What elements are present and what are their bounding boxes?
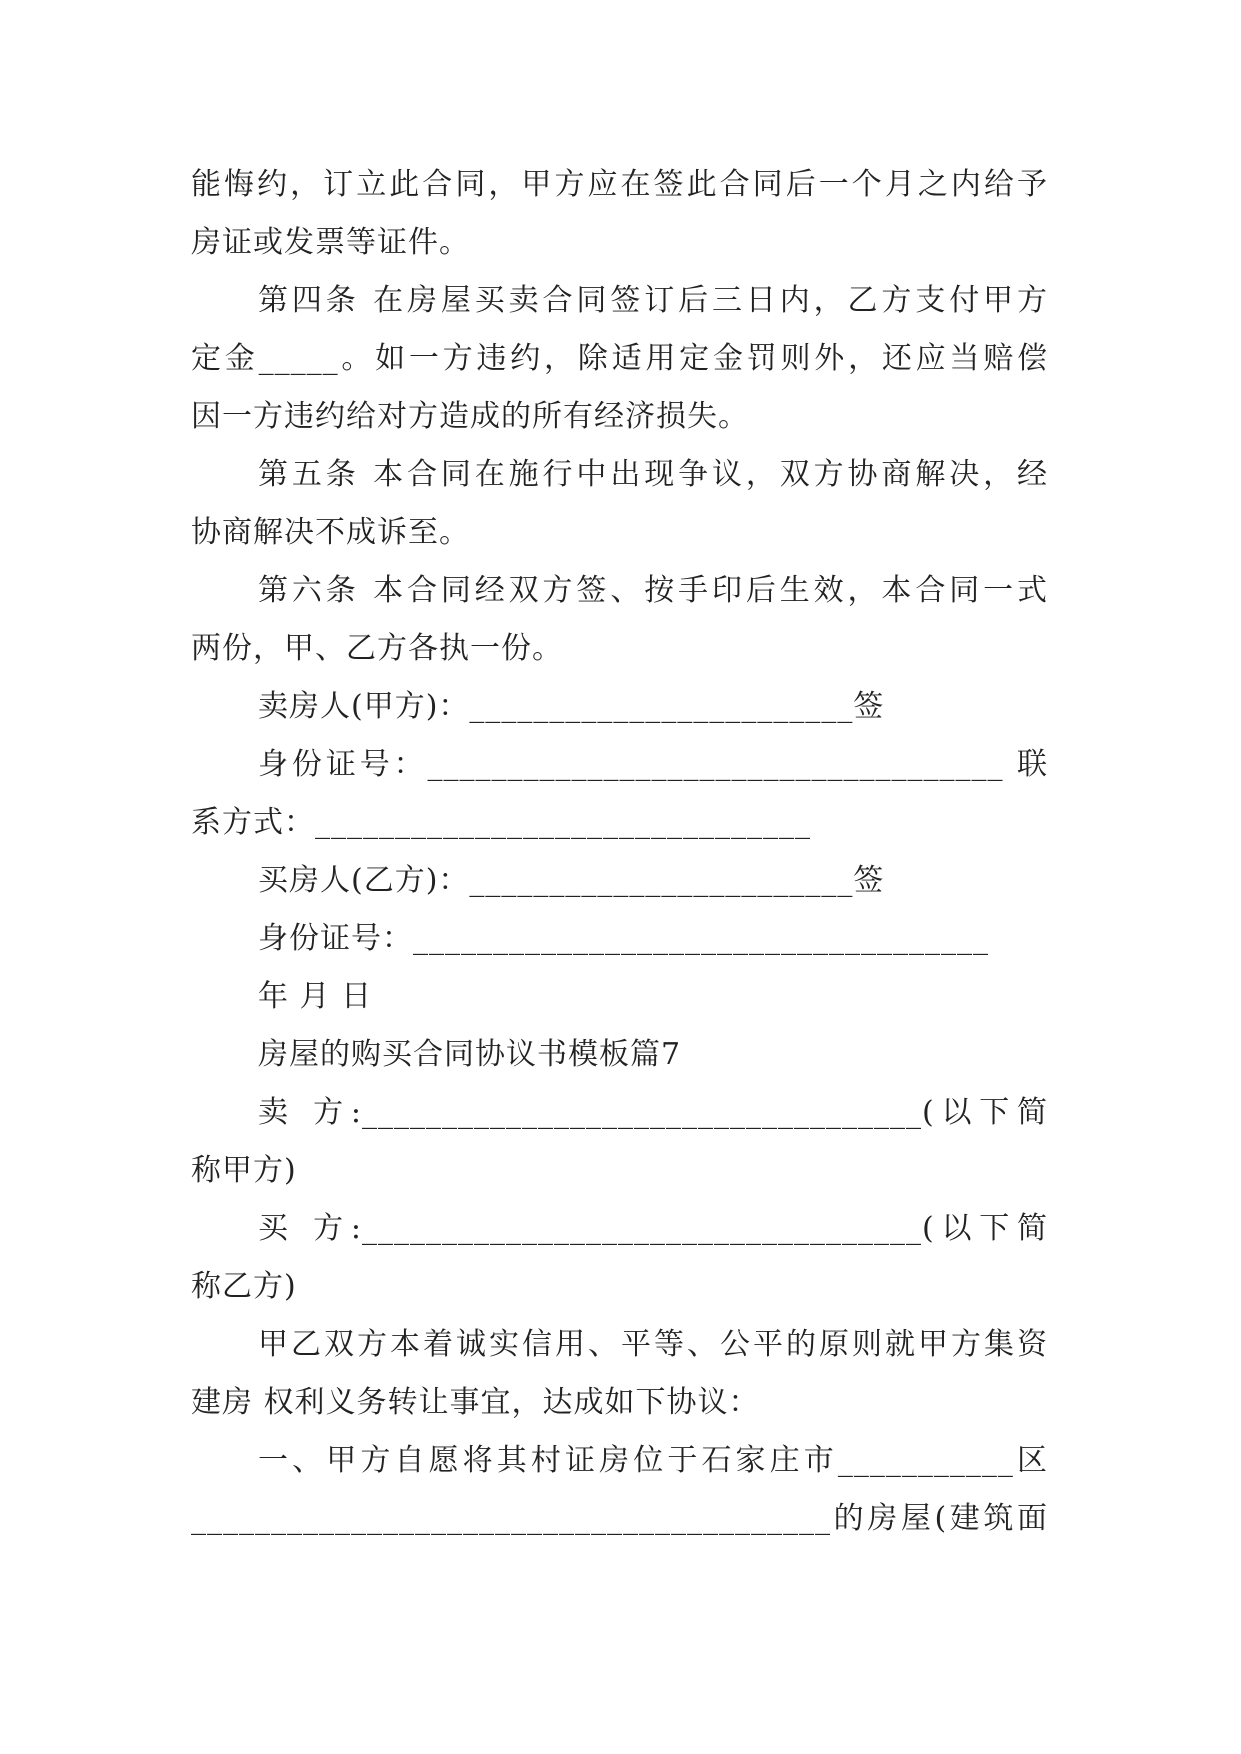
article-4-line-2: 定金_____。如一方违约，除适用定金罚则外，还应当赔偿 <box>191 341 1048 376</box>
buyer-id-line: 身份证号：____________________________________ <box>258 921 989 956</box>
seller-contact-line: 系方式：_______________________________ <box>191 805 811 840</box>
article-5-line-1: 第五条 本合同在施行中出现争议，双方协商解决，经 <box>258 457 1048 492</box>
paragraph-line-2: 房证或发票等证件。 <box>191 225 470 260</box>
seller-party-line: 卖 方:___________________________________(以下简 <box>258 1095 1048 1130</box>
buyer-party-line: 买 方:___________________________________(以下简 <box>258 1211 1048 1246</box>
buyer-signature-line: 买房人(乙方)：________________________签 <box>258 863 885 898</box>
agreement-intro-line-2: 建房 权利义务转让事宜，达成如下协议： <box>191 1385 760 1420</box>
seller-party-abbr: 称甲方) <box>191 1153 297 1188</box>
seller-signature-line: 卖房人(甲方)：________________________签 <box>258 689 885 724</box>
article-4-line-3: 因一方违约给对方造成的所有经济损失。 <box>191 399 749 434</box>
article-5-line-2: 协商解决不成诉至。 <box>191 515 470 550</box>
clause-1-line-1: 一、甲方自愿将其村证房位于石家庄市___________区 <box>258 1443 1048 1478</box>
article-4-line-1: 第四条 在房屋买卖合同签订后三日内，乙方支付甲方 <box>258 283 1048 318</box>
clause-1-line-2: ________________________________________的房屋(建筑面 <box>191 1501 1048 1536</box>
article-6-line-2: 两份，甲、乙方各执一份。 <box>191 631 563 666</box>
agreement-intro-line-1: 甲乙双方本着诚实信用、平等、公平的原则就甲方集资 <box>258 1327 1048 1362</box>
seller-id-line: 身份证号：____________________________________ 联 <box>258 747 1048 782</box>
article-6-line-1: 第六条 本合同经双方签、按手印后生效，本合同一式 <box>258 573 1048 608</box>
paragraph-line-1: 能悔约，订立此合同，甲方应在签此合同后一个月之内给予 <box>191 167 1048 202</box>
date-line: 年 月 日 <box>258 979 373 1014</box>
section-title: 房屋的购买合同协议书模板篇7 <box>258 1037 682 1072</box>
buyer-party-abbr: 称乙方) <box>191 1269 297 1304</box>
